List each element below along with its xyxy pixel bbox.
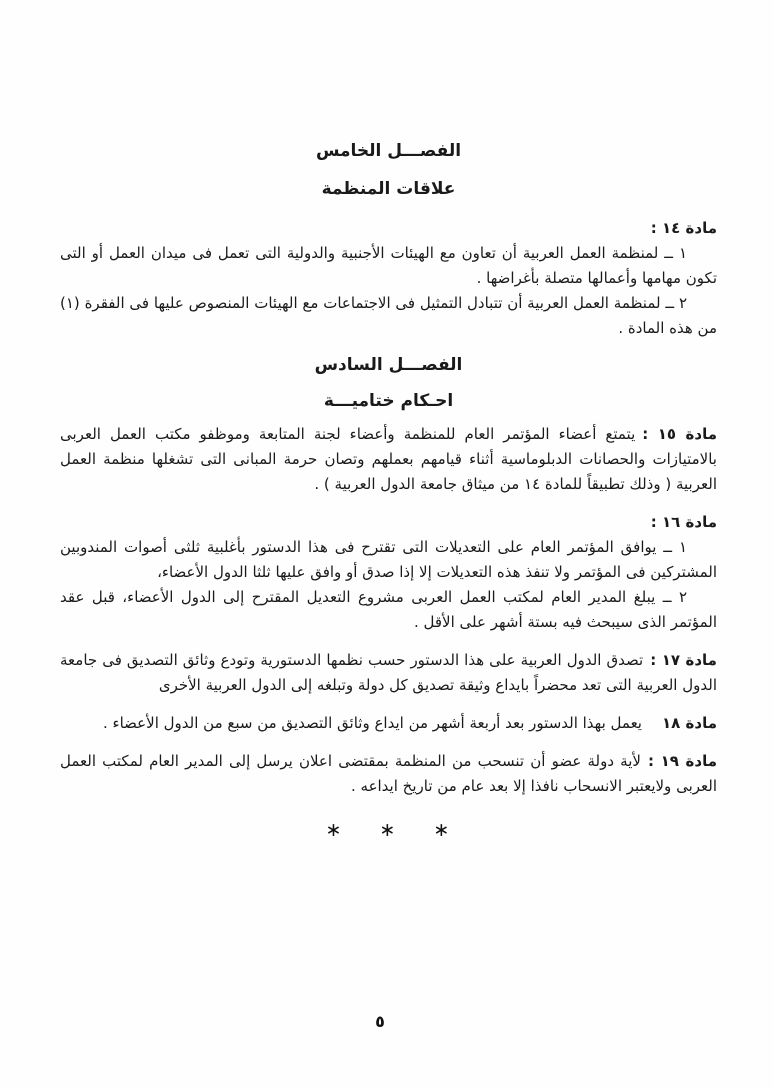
article-19	[60, 749, 717, 799]
article-19-paragraph	[60, 749, 717, 799]
article-16-paragraph-2: ٢ ــ يبلغ المدير العام لمكتب العمل العربى مشروع التعديل المقترح إلى الدول الأعضاء، قبل عقد المؤتمر الذى سيبحث فيه بستة أشهر على الأقل .	[60, 588, 717, 631]
article-18	[60, 711, 717, 736]
article-16	[60, 510, 717, 635]
article-15	[60, 422, 717, 497]
end-of-text-asterisks: ∗ ∗ ∗	[325, 819, 452, 841]
chapter-five-title: الفصـــل الخامس	[315, 141, 462, 161]
article-14-paragraph-1: ١ ــ لمنظمة العمل العربية أن تعاون مع الهيئات الأجنبية والدولية التى تعمل فى ميدان العمل أو التى تكون مهامها وأعمالها متصلة بأغراضها .	[60, 244, 717, 287]
chapter-six-subtitle: احـكام ختاميـــة	[323, 391, 454, 411]
article-14-paragraph-2: ٢ ــ لمنظمة العمل العربية أن تتبادل التمثيل فى الاجتماعات مع الهيئات المنصوص عليها فى الفقرة (١) من هذه المادة .	[60, 294, 717, 337]
article-17	[60, 648, 717, 698]
article-19-text: لأية دولة عضو أن تنسحب من المنظمة بمقتضى اعلان يرسل إلى المدير العام لمكتب العمل العربى ولايعتبر الانسحاب نافذا إلا بعد عام من تاريخ ايداعه .	[60, 752, 717, 795]
article-16-label: مادة ١٦ :	[650, 513, 717, 531]
article-17-text: تصدق الدول العربية على هذا الدستور حسب نظمها الدستورية وتودع وثائق التصديق فى جامعة الدول العربية التى تعد محضراً بايداع وثيقة تصديق كل دولة وتبلغه إلى الدول العربية الأخرى	[60, 651, 717, 694]
article-16-paragraph-1: ١ ــ يوافق المؤتمر العام على التعديلات التى تقترح فى هذا الدستور بأغلبية ثلثى أصوات المندوبين المشتركين فى المؤتمر ولا تنفذ هذه التعديلات إلا إذا صدق أو وافق عليها ثلثا الدول الأعضاء،	[60, 538, 717, 581]
chapter-six-heading	[60, 354, 717, 412]
article-18-text: يعمل بهذا الدستور بعد أربعة أشهر من ايداع وثائق التصديق من سبع من الدول الأعضاء .	[103, 714, 642, 732]
chapter-six-title: الفصـــل السادس	[314, 355, 463, 375]
article-17-label: مادة ١٧ :	[650, 651, 717, 669]
article-18-paragraph	[60, 711, 717, 736]
article-17-paragraph	[60, 648, 717, 698]
chapter-five-subtitle: علاقات المنظمة	[321, 179, 456, 199]
article-15-label: مادة ١٥ :	[642, 425, 717, 443]
article-14-label: مادة ١٤ :	[650, 219, 717, 237]
page-number: ٥	[375, 1012, 385, 1031]
article-14	[60, 216, 717, 341]
article-15-paragraph	[60, 422, 717, 497]
article-18-label: مادة ١٨	[661, 714, 717, 732]
article-15-text: يتمتع أعضاء المؤتمر العام للمنظمة وأعضاء لجنة المتابعة وموظفو مكتب العمل العربى بالامتيازات والحصانات الدبلوماسية أثناء قيامهم بعملهم وتصان حرمة المبانى التى تشغلها منظمة العمل العربية ( وذلك تطبيقاً للمادة ١٤ من ميثاق جامعة الدول العربية ) .	[60, 425, 717, 493]
article-19-label: مادة ١٩ :	[647, 752, 717, 770]
